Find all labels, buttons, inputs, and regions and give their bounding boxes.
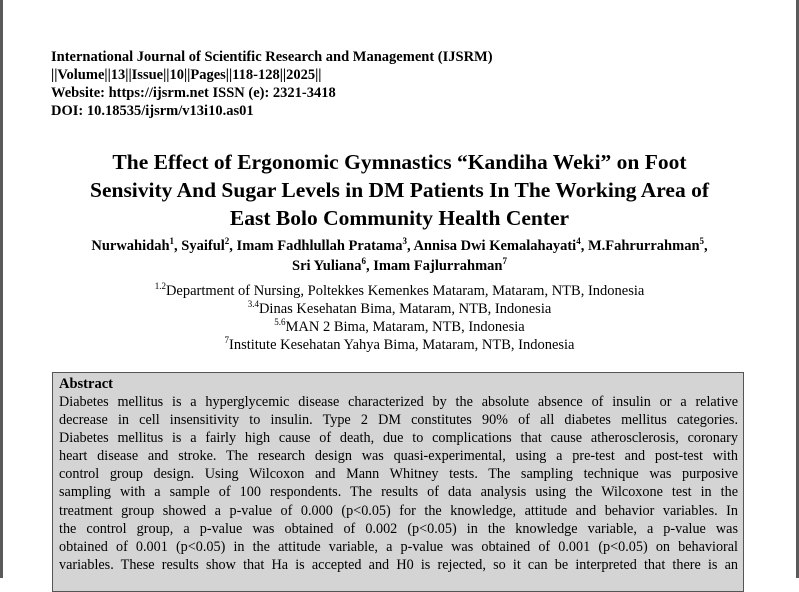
affiliation-text: MAN 2 Bima, Mataram, NTB, Indonesia xyxy=(285,319,525,335)
journal-doi-line: DOI: 10.18535/ijsrm/v13i10.as01 xyxy=(51,103,254,119)
journal-header xyxy=(51,48,493,120)
author-name: M.Fahrurrahman xyxy=(587,238,700,254)
affiliation-text: Institute Kesehatan Yahya Bima, Mataram, NTB, Indonesia xyxy=(228,337,575,353)
affiliation-item xyxy=(30,300,769,318)
affiliation-item xyxy=(30,336,769,354)
journal-name: International Journal of Scientific Research and Management (IJSRM) xyxy=(51,49,493,65)
abstract-line: Diabetes mellitus is a fairly high cause of death, due to complications that cause atherosclerosis, coronary xyxy=(59,430,738,447)
abstract-line: sampling with a sample of 100 respondents. The results of data analysis using the Wilcoxone test in the xyxy=(59,484,738,501)
author-name: Nurwahidah xyxy=(91,238,170,254)
author-line-2 xyxy=(30,256,769,276)
author-name: Imam Fadhlullah Pratama xyxy=(236,238,403,254)
abstract-line: obtained of 0.001 (p<0.05) in the attitude variable, a p-value was obtained of 0.001 (p<0.05) on behavioral xyxy=(59,538,738,555)
abstract-line: the control group, a p-value was obtained of 0.002 (p<0.05) in the knowledge variable, a p-value was xyxy=(59,520,738,537)
author-name: Sri Yuliana xyxy=(292,258,362,274)
abstract-line: variables. These results show that Ha is accepted and H0 is rejected, so it can be interpreted that there is an xyxy=(59,556,738,573)
author-separator: , xyxy=(229,238,237,254)
paper-title-line-1: The Effect of Ergonomic Gymnastics “Kandiha Weki” on Foot xyxy=(112,150,687,174)
author-name: Imam Fajlurrahman xyxy=(373,258,503,274)
abstract-line: control group design. Using Wilcoxon and Mann Whitney tests. The sampling technique was purposive xyxy=(59,466,738,483)
abstract-heading: Abstract xyxy=(59,376,113,392)
affiliation-mark: 5.6 xyxy=(274,317,286,328)
author-separator: , xyxy=(174,238,182,254)
affiliation-mark: 1.2 xyxy=(154,281,166,292)
author-name: Syaiful xyxy=(181,238,225,254)
affiliation-text: Dinas Kesehatan Bima, Mataram, NTB, Indonesia xyxy=(258,301,552,317)
journal-volume-line: ||Volume||13||Issue||10||Pages||118-128||2025|| xyxy=(51,67,322,83)
abstract-line: decrease in cell insensitivity to insulin. Type 2 DM constitutes 90% of all diabetes mellitus categories. xyxy=(59,412,738,429)
affiliation-item xyxy=(30,318,769,336)
author-separator: , xyxy=(407,238,414,254)
abstract-body xyxy=(59,393,738,574)
author-separator: , xyxy=(704,238,708,254)
author-line-1 xyxy=(30,236,769,256)
paper-title-line-2: Sensivity And Sugar Levels in DM Patients In The Working Area of xyxy=(89,178,710,202)
author-affiliation-mark: 1 xyxy=(169,236,175,247)
author-affiliation-mark: 6 xyxy=(361,256,366,267)
affiliation-mark: 7 xyxy=(224,335,229,346)
affiliation-text: Department of Nursing, Poltekkes Kemenkes Mataram, Mataram, NTB, Indonesia xyxy=(165,283,645,299)
author-separator: , xyxy=(580,238,588,254)
affiliation-list xyxy=(30,282,769,354)
author-affiliation-mark: 5 xyxy=(699,236,705,247)
author-affiliation-mark: 2 xyxy=(224,236,230,247)
author-affiliation-mark: 3 xyxy=(402,236,407,247)
journal-website-line: Website: https://ijsrm.net ISSN (e): 2321-3418 xyxy=(51,85,336,101)
author-name: Annisa Dwi Kemalahayati xyxy=(413,238,577,254)
paper-title-line-3: East Bolo Community Health Center xyxy=(229,206,570,230)
author-affiliation-mark: 4 xyxy=(576,236,581,247)
abstract-line: heart disease and stroke. The research design was quasi-experimental, using a pre-test and post-test with xyxy=(59,448,738,465)
author-separator: , xyxy=(365,258,374,274)
affiliation-mark: 3.4 xyxy=(247,299,259,310)
author-list xyxy=(30,236,769,276)
abstract-box xyxy=(52,372,744,592)
paper-title xyxy=(30,148,769,232)
abstract-line: Diabetes mellitus is a hyperglycemic disease characterized by the absolute absence of insulin or a relative xyxy=(59,394,738,410)
author-affiliation-mark: 7 xyxy=(502,256,507,267)
page-left-edge xyxy=(0,0,3,578)
affiliation-item xyxy=(30,282,769,300)
abstract-line: treatment group showed a p-value of 0.000 (p<0.05) for the knowledge, attitude and behavior variables. In xyxy=(59,502,738,519)
